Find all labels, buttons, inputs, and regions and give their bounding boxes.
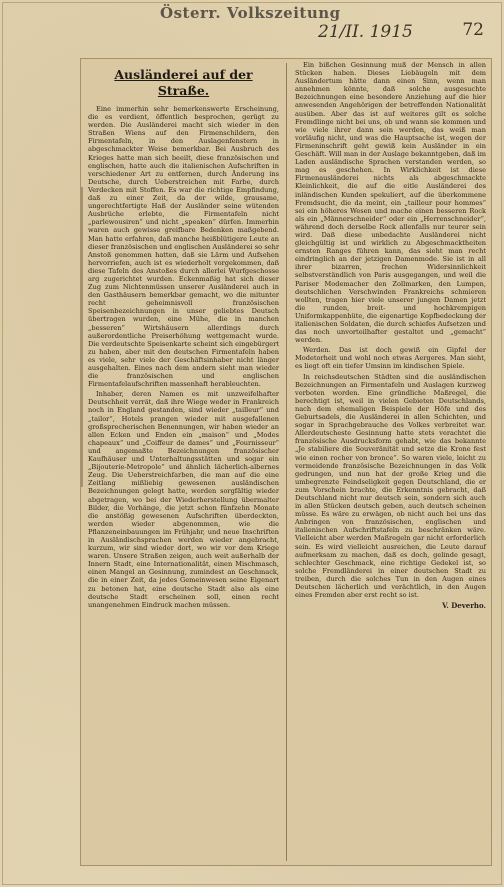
page-number: 72 xyxy=(462,20,484,40)
article-column-right xyxy=(292,59,489,612)
article-paragraph: Werden. Das ist doch gewiß ein Gipfel der Modetorheit und wohl noch etwas Aergeres. Man sieht, es liegt oft ein tiefer Umsinn im kindischen Spiele. xyxy=(295,346,486,371)
sheet-header xyxy=(0,0,504,42)
newspaper-masthead: Österr. Volkszeitung xyxy=(160,4,341,22)
column-divider xyxy=(286,63,287,861)
article-paragraph: Inhaber, deren Namen es mit unzweifelhafter Deutschheit verrät, daß ihre Wiege weder in Frankreich noch in England gestanden, sind wieder „tailleur“ und „tailor“, Hotels prangen wieder mit ausgefallenen großsprecherischen Benennungen, wir haben wieder an allen Ecken und Enden ein „maison“ und „Modes chapeaux“ und „Coiffeur de dames“ und „Fournisseur“ und angemaßte Bezeichnungen französischer Kaufhäuser und Unterhaltungsstätten und sogar ein „Bijouterie-Metropole“ und ähnlich lächerlich-albernes Zeug. Die Ueberstreichfarben, die man auf die eine Zeitlang mißliebig gewesenen ausländischen Bezeichnungen gelegt hatte, werden sorgfältig wieder abgetragen, wo bei der Wiederherstellung übermalter Bilder, die Vorhänge, die jetzt schon fünfzehn Monate die anstößig gewesenen Aufschriften überdeckten, werden wieder abgenommen, wie die Pflanzeneinbauungen im Frühjahr, und neue Inschriften in Ausländischsprachen werden wieder angebracht, kurzum, wir sind wieder dort, wo wir vor dem Kriege waren. Unsere Straßen zeigen, auch weit außerhalb der Innern Stadt, eine Internationalität, einen Mischmasch, einen Mangel an Gesinnung, zumindest an Geschmack, die in einer Zeit, da jedes Gemeinwesen seine Eigenart zu betonen hat, eine deutsche Stadt also als eine deutsche Stadt erscheinen soll, einen recht unangenehmen Eindruck machen müssen. xyxy=(88,390,279,609)
article-headline: Ausländerei auf der Straße. xyxy=(114,67,253,98)
article-paragraph: In reichsdeutschen Städten sind die ausländischen Bezeichnungen an Firmentafeln und Auslagen kurzweg verboten worden. Eine gründliche Maßregel, die berechtigt ist, weil in vielen Gebieten Deutschlands, nach dem ehemaligen Beispiele der Höfe und des Geburtsadels, die Ausländerei in allen Schichten, und sogar in Sprachgebrauche des Volkes verbreitet war. Allerdeutscheste Gesinnung hatte stets verachtet die französische Ausdrucksform gehabt, wie das bekannte „Je stabiliere die Souveränität und setze die Krone fest wie einen rocher von bronce“. So waren viele, leicht zu vermeidende französische Bezeichnungen in das Volk gedrungen, und nun hat der große Krieg und die umbegrenzte Feindseligkeit gegen Deutschland, die er zum Vorschein brachte, die Erkenntnis gebracht, daß Deutschland nicht nur deutsch sein, sondern sich auch in allen Stücken deutsch geben, auch deutsch scheinen müsse. Es wäre zu erwägen, ob nicht auch bei uns das Anbringen von französischen, englischen und italienischen Aufschriftstafeln zu beschränken wäre. Vielleicht aber werden Maßregeln gar nicht erforderlich sein. Es wird vielleicht ausreichen, die Leute darauf aufmerksam zu machen, daß es doch, gelinde gesagt, schlechter Geschmack, eine richtige Gedekel ist, so solche Fremdländerei in einer deutschen Stadt zu treiben, durch die solches Tun in den Augen eines Deutschen lächerlich und verächtlich, in den Augen eines Fremden aber erst recht so ist. xyxy=(295,372,486,600)
article-column-left xyxy=(85,59,282,613)
article-paragraph: Eine immerhin sehr bemerkenswerte Erscheinung, die es verdient, öffentlich besprochen, gerügt zu werden. Die Ausländerei macht sich wieder in den Straßen Wiens auf den Firmenschildern, den Firmentafeln, in den Auslagenfenstern in abgeschmackter Weise bemerkbar. Bei Ausbruch des Krieges hatte man sich beeilt, diese französischen und englischen, hatte auch die italienischen Aufschriften in verschiedener Art zu entfernen, durch Änderung ins Deutsche, durch Ueberstreichen mit Farbe, durch Verdecken mit Stoffen. Es war die richtige Empfindung, daß zu einer Zeit, da der wilde, grausame, ungerechtfertigte Haß der Ausländer seine wütenden Ausbrüche erlebte, die Firmentafeln nicht „parlewousiren“ und nicht „speaken“ dürfen. Immerhin waren auch gewisse greifbare Bedenken maßgebend. Man hatte erfahren, daß manche heißblütigere Leute an dieser französischen und englischen Ausländerei so sehr Anstoß genommen hatten, daß sie Lärm und Aufsehen hervorriefen, auch ist es wiederholt vorgekommen, daß diese Tafeln des Anstoßes durch allerlei Wurfgeschosse arg zugerichtet wurden. Eckenmaßig hat sich dieser Zug zum Nichtenmüssen unserer Ausländerei auch in den Gasthäusern bemerkbar gemacht, wo die mitunter recht geheimnisvoll französischen Speisenbezeichnungen in unser geliebtes Deutsch übertragen wurden, eine Mühe, die in manchen „besseren“ Wirtshäusern allerdings durch außerordentliche Preiserhöhung wettgemacht wurde. Die verdeutschte Speisenkarte scheint sich eingebürgert zu haben, aber mit den deutschen Firmentafeln haben es viele, sehr viele der Geschäftsinhaber nicht länger ausgehalten. Eines nach dem andern sieht man wieder die französischen und englischen Firmentafelaufschriften massenhaft herableuchten. xyxy=(88,105,279,389)
margin-mark xyxy=(81,187,83,487)
newspaper-clipping xyxy=(80,58,492,866)
handwritten-date: 21/II. 1915 xyxy=(318,22,413,42)
author-signature: V. Deverho. xyxy=(442,601,486,611)
article-paragraph: Ein bißchen Gesinnung muß der Mensch in allen Stücken haben. Dieses Liebäugeln mit dem Ausländertum hätte dann einen Sinn, wenn man annehmen könnte, daß solche ausgesuchte Bezeichnungen eine besondere Anziehung auf die hier anwesenden Angehörigen der betreffenden Nationalität ausüben. Aber das ist auf weiteres gilt es solche Fremdlinge nicht bei uns, ob und wann sie kommen und wie viele ihrer dann sein werden, das weiß man vorläufig nicht, und was die Hauptsache ist, wegen der Firmeninschrift geht gewiß kein Ausländer in ein Geschäft. Will man in der Auslage bekanntgeben, daß im Laden ausländische Sprachen verstanden werden, so mag es geschehen. In Wirklichkeit ist diese Firmenausländerei nichts als abgeschmackte Kleinlichkeit, die auf die eitle Ausländerei des inländischen Kunden spekuliert, auf die überkommene Fremdsucht, die da meint, ein „tailleur pour hommes“ sei ein höheres Wesen und mache einen besseren Rock als ein „Männerschneider“ oder ein „Herrenschneider“, während doch derselbe Rock allenfalls nur teurer sein wird. Daß diese unbedachte Ausländerei nicht gleichgültig ist und wirklich zu Abgeschmacktheiten ernsten Ranges führen kann, das sieht man recht eindringlich an der jetzigen Damenmode. Sie ist in all ihrer bizarren, frechen Widersinnlichkeit selbstverständlich von Paris ausgegangen, und weil die Pariser Modemacher den Zollmarken, den Lumpen, deutschlichen Verschwinden Frankreichs schmieren wollten, tragen hier viele unserer jungen Damen jetzt die runden, breit- und hochkrempigen Uniformkappenhüte, die eigenartige Kopfbedeckung der italienischen Soldaten, die durch schiefes Aufsetzen und das noch unvorteilhafter gestaltet und „gemacht“ werden. xyxy=(295,61,486,345)
